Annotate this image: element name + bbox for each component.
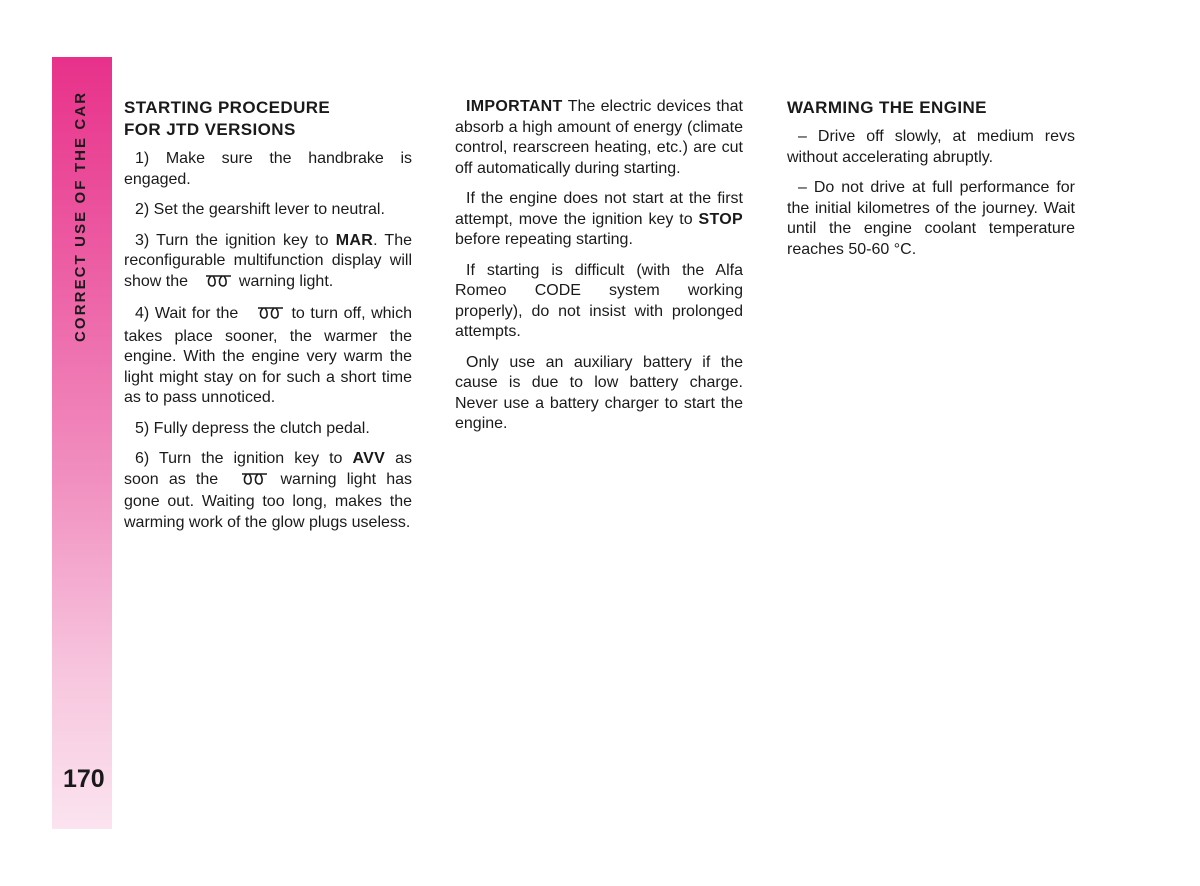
step-2: 2) Set the gearshift lever to neutral.: [135, 201, 385, 218]
page-number: 170: [63, 765, 105, 793]
important-text: The electric devices that absorb a high amount of energy (climate control, rearscreen heating, etc.) are cut off automatically during starting.: [455, 98, 743, 177]
column-important-notes: [455, 97, 743, 445]
heading-warming-engine: WARMING THE ENGINE: [787, 98, 987, 117]
step-5: 5) Fully depress the clutch pedal.: [135, 419, 370, 437]
step-1: 1) Make sure the handbrake is engaged.: [124, 150, 412, 188]
step-3-text-c: warning light.: [234, 272, 334, 290]
column-starting-procedure: [124, 97, 412, 543]
key-position-mar: MAR: [335, 231, 374, 249]
retry-text-a: If the engine does not start at the first attempt, move the ignition key to: [455, 190, 743, 228]
battery-paragraph: Only use an auxiliary battery if the cause is due to low battery charge. Never use a battery charger to start the engine.: [455, 353, 743, 432]
step-4-text-b: to turn off, which takes place sooner, the warmer the engine. With the engine very warm the light might stay on for such a short time as to pass unnoticed.: [124, 305, 412, 406]
step-3: [124, 231, 412, 295]
important-keyword: IMPORTANT: [466, 98, 563, 115]
step-3-text-b: . The reconfigurable multifunction display will show the: [124, 231, 413, 290]
warming-paragraph-1: – Drive off slowly, at medium revs without accelerating abruptly.: [787, 128, 1075, 166]
key-position-avv: AVV: [352, 450, 386, 467]
difficult-start-paragraph: If starting is difficult (with the Alfa Romeo CODE system working properly), do not insist with prolonged attempts.: [455, 261, 743, 340]
step-6-text-c: warning light has gone out. Waiting too long, makes the warming work of the glow plugs useless.: [124, 470, 412, 531]
warming-paragraph-2: – Do not drive at full performance for the initial kilometres of the journey. Wait until the engine coolant temperature reaches 50-60 °C.: [787, 179, 1075, 258]
heading-line-1: STARTING PROCEDURE: [124, 98, 331, 117]
section-label: CORRECT USE OF THE CAR: [72, 90, 89, 342]
heading-starting-procedure: [124, 97, 412, 141]
retry-paragraph: [455, 189, 743, 251]
step-6: [124, 449, 412, 533]
step-6-text-b: as soon as the: [124, 450, 412, 488]
step-4: [124, 304, 412, 409]
step-3-text-a: 3) Turn the ignition key to: [135, 231, 336, 249]
key-position-stop: STOP: [698, 210, 743, 228]
retry-text-b: before repeating starting.: [455, 231, 633, 248]
heading-line-2: FOR JTD VERSIONS: [124, 120, 296, 139]
step-4-text-a: 4) Wait for the: [135, 305, 244, 322]
column-warming-engine: [787, 97, 1075, 270]
glow-plug-icon: [246, 306, 284, 327]
glow-plug-icon: [194, 274, 232, 295]
glow-plug-icon: [230, 472, 268, 493]
step-6-text-a: 6) Turn the ignition key to: [135, 450, 353, 467]
important-paragraph: [455, 97, 743, 179]
